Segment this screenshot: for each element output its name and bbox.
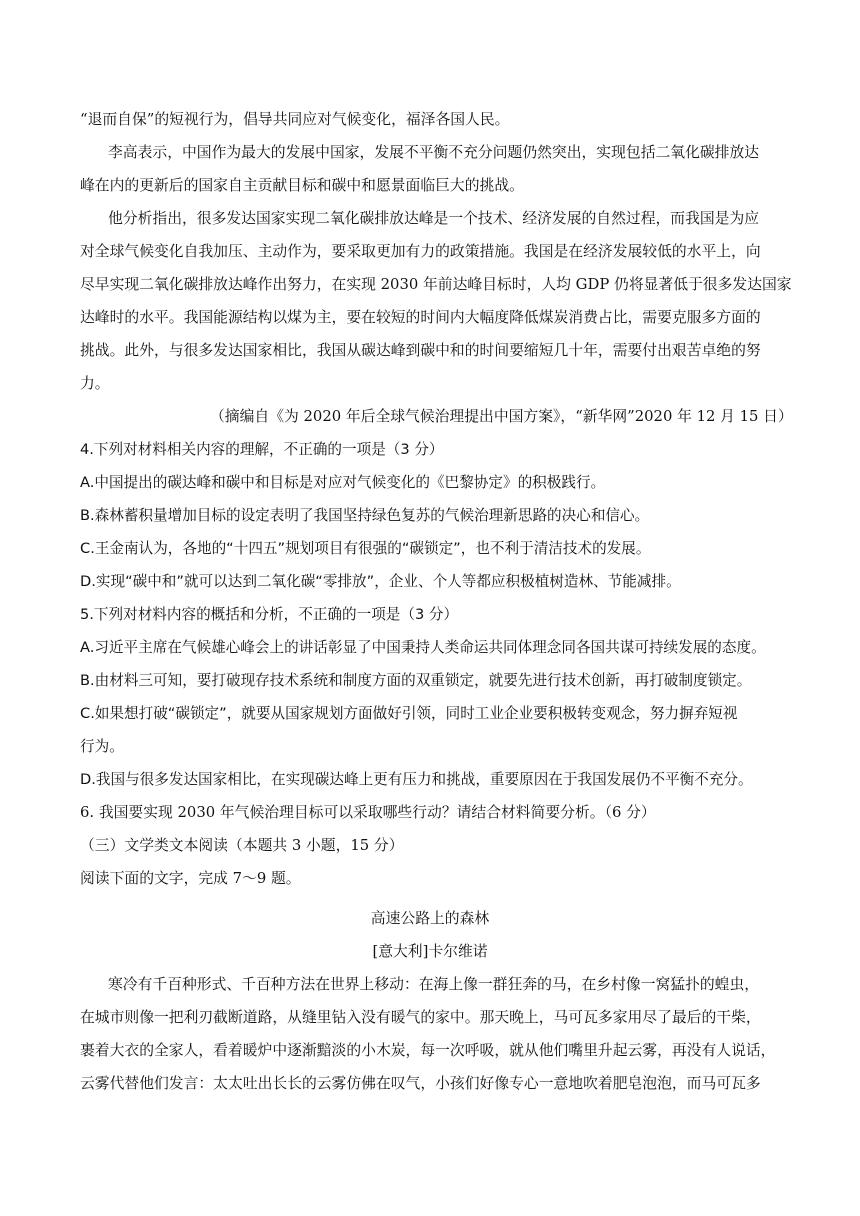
question-5-option-d: D.我国与很多发达国家相比，在实现碳达峰上更有压力和挑战，重要原因在于我国发展仍不平衡不充分。: [80, 771, 753, 788]
paragraph-line: 峰在内的更新后的国家自主贡献目标和碳中和愿景面临巨大的挑战。: [80, 177, 524, 194]
paragraph-line: 尽早实现二氧化碳排放达峰作出努力，在实现 2030 年前达峰目标时，人均 GDP 仍将显著低于很多发达国家: [80, 276, 792, 293]
question-4-stem: 4.下列对材料相关内容的理解，不正确的一项是（3 分）: [80, 441, 444, 458]
source-citation: （摘编自《为 2020 年后全球气候治理提出中国方案》，“新华网”2020 年 12 月 15 日）: [210, 408, 793, 425]
story-author: [意大利]卡尔维诺: [372, 943, 488, 960]
paragraph-line: 挑战。此外，与很多发达国家相比，我国从碳达峰到碳中和的时间要缩短几十年，需要付出艰苦卓绝的努: [80, 342, 761, 359]
question-5-stem: 5.下列对材料内容的概括和分析，不正确的一项是（3 分）: [80, 606, 459, 623]
question-4-option-c: C.王金南认为，各地的“十四五”规划项目有很强的“碳锁定”，也不利于清洁技术的发展。: [80, 540, 651, 557]
question-4-option-b: B.森林蓄积量增加目标的设定表明了我国坚持绿色复苏的气候治理新思路的决心和信心。: [80, 507, 650, 524]
question-4-option-d: D.实现“碳中和”就可以达到二氧化碳“零排放”，企业、个人等都应积极植树造林、节能减排。: [80, 573, 681, 590]
paragraph-line: 他分析指出，很多发达国家实现二氧化碳排放达峰是一个技术、经济发展的自然过程，而我国是为应: [108, 210, 760, 227]
question-5-option-c-continued: 行为。: [80, 738, 124, 755]
question-5-option-c: C.如果想打破“碳锁定”，就要从国家规划方面做好引领，同时工业企业要积极转变观念，努力摒弃短视: [80, 705, 738, 722]
question-5-option-a: A.习近平主席在气候雄心峰会上的讲话彰显了中国秉持人类命运共同体理念同各国共谋可持续发展的态度。: [80, 639, 766, 656]
paragraph-line: 力。: [80, 375, 110, 392]
story-line: 云雾代替他们发言：太太吐出长长的云雾仿佛在叹气，小孩们好像专心一意地吹着肥皂泡泡，而马可瓦多: [80, 1075, 761, 1092]
section-heading: （三）文学类文本阅读（本题共 3 小题，15 分）: [80, 837, 404, 854]
story-title: 高速公路上的森林: [370, 910, 490, 927]
story-line: 裹着大衣的全家人，看着暖炉中逐渐黯淡的小木炭，每一次呼吸，就从他们嘴里升起云雾，再没有人说话，: [80, 1042, 776, 1059]
paragraph-line: “退而自保”的短视行为，倡导共同应对气候变化，福泽各国人民。: [80, 111, 510, 128]
reading-instruction: 阅读下面的文字，完成 7～9 题。: [80, 870, 301, 887]
question-5-option-b: B.由材料三可知，要打破现存技术系统和制度方面的双重锁定，就要先进行技术创新，再打破制度锁定。: [80, 672, 752, 689]
paragraph-line: 达峰时的水平。我国能源结构以煤为主，要在较短的时间内大幅度降低煤炭消费占比，需要克服多方面的: [80, 309, 761, 326]
story-line: 在城市则像一把利刃截断道路，从缝里钻入没有暖气的家中。那天晚上，马可瓦多家用尽了最后的干柴，: [80, 1009, 761, 1026]
paragraph-line: 李高表示，中国作为最大的发展中国家，发展不平衡不充分问题仍然突出，实现包括二氧化碳排放达: [108, 144, 760, 161]
story-line: 寒冷有千百种形式、千百种方法在世界上移动：在海上像一群狂奔的马，在乡村像一窝猛扑的蝗虫，: [108, 976, 760, 993]
question-6-stem: 6. 我国要实现 2030 年气候治理目标可以采取哪些行动？请结合材料简要分析。（6 分）: [80, 804, 656, 821]
question-4-option-a: A.中国提出的碳达峰和碳中和目标是对应对气候变化的《巴黎协定》的积极践行。: [80, 474, 606, 491]
paragraph-line: 对全球气候变化自我加压、主动作为，要采取更加有力的政策措施。我国是在经济发展较低的水平上，向: [80, 243, 761, 260]
